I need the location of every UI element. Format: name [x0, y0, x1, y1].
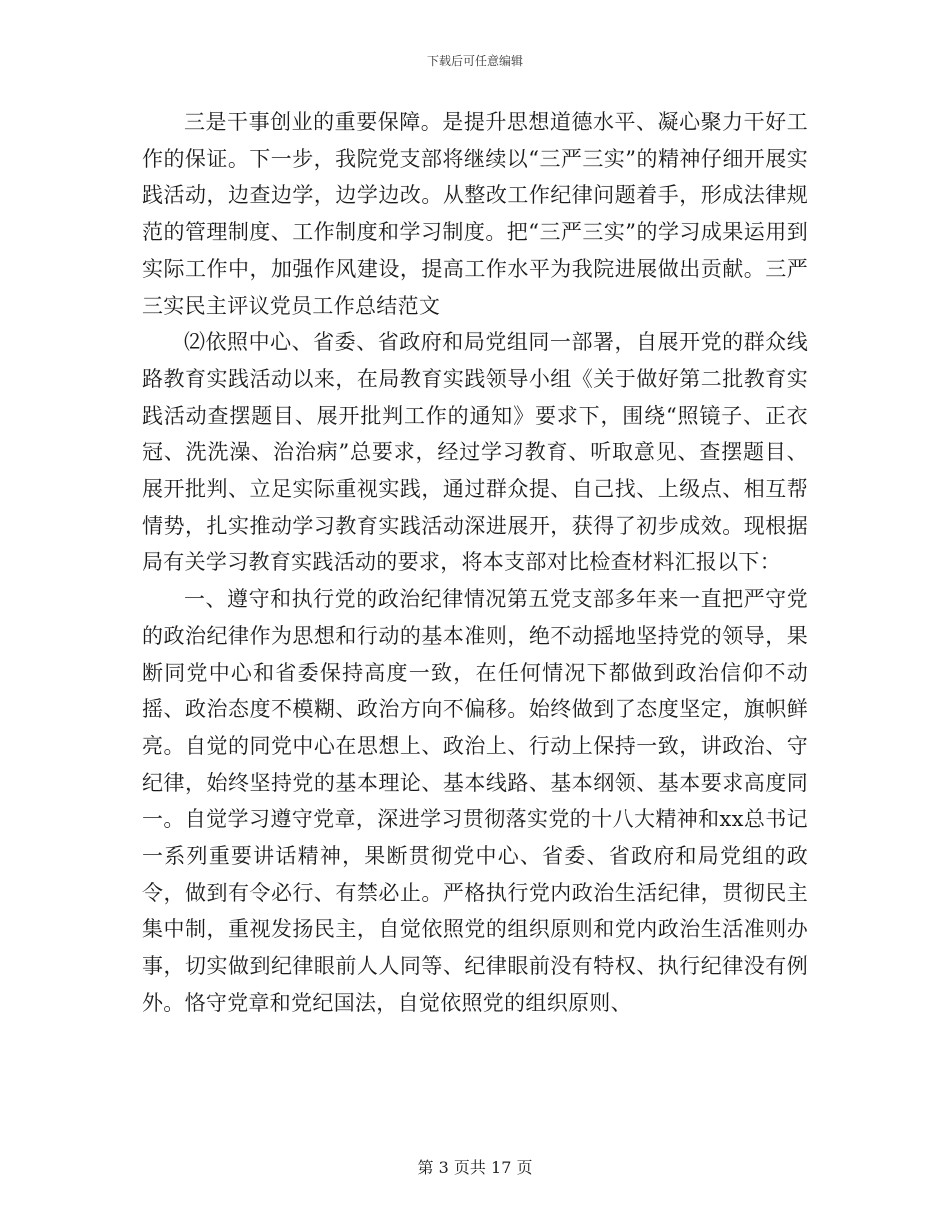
paragraph-2: ⑵依照中心、省委、省政府和局党组同一部署，自展开党的群众线路教育实践活动以来，在局教育实践领导小组《关于做好第二批教育实践活动查摆题目、展开批判工作的通知》要求下，围绕“照镜子、正衣冠、洗洗澡、治治病”总要求，经过学习教育、听取意见、查摆题目、展开批判、立足实际重视实践，通过群众提、自己找、上级点、相互帮情势，扎实推动学习教育实践活动深进展开，获得了初步成效。现根据局有关学习教育实践活动的要求，将本支部对比检查材料汇报以下： — [142, 330, 808, 575]
footer-suffix: 页 — [516, 1158, 533, 1177]
paragraph-1: 三是干事创业的重要保障。是提升思想道德水平、凝心聚力干好工作的保证。下一步，我院党支部将继续以“三严三实”的精神仔细开展实践活动，边查边学，边学边改。从整改工作纪律问题着手，形成法律规范的管理制度、工作制度和学习制度。把“三严三实”的学习成果运用到实际工作中，加强作风建设，提高工作水平为我院进展做出贡献。三严三实民主评议党员工作总结范文 — [142, 110, 808, 318]
footer-prefix: 第 — [417, 1158, 434, 1177]
page-header: 下载后可任意编辑 — [426, 54, 523, 68]
footer-total-pages: 17 — [491, 1158, 512, 1177]
document-body — [142, 104, 808, 1022]
paragraph-3: 一、遵守和执行党的政治纪律情况第五党支部多年来一直把严守党的政治纪律作为思想和行动的基本准则，绝不动摇地坚持党的领导，果断同党中心和省委保持高度一致，在任何情况下都做到政治信仰不动摇、政治态度不模糊、政治方向不偏移。始终做到了态度坚定，旗帜鲜亮。自觉的同党中心在思想上、政治上、行动上保持一致，讲政治、守纪律，始终坚持党的基本理论、基本线路、基本纲领、基本要求高度同一。自觉学习遵守党章，深进学习贯彻落实党的十八大精神和xx总书记一系列重要讲话精神，果断贯彻党中心、省委、省政府和局党组的政令，做到有令必行、有禁必止。严格执行党内政治生活纪律，贯彻民主集中制，重视发扬民主，自觉依照党的组织原则和党内政治生活准则办事，切实做到纪律眼前人人同等、纪律眼前没有特权、执行纪律没有例外。恪守党章和党纪国法，自觉依照党的组织原则、 — [142, 587, 808, 1015]
footer-page-number: 3 — [438, 1158, 449, 1177]
page-footer — [0, 1155, 950, 1178]
footer-middle: 页共 — [453, 1158, 486, 1177]
